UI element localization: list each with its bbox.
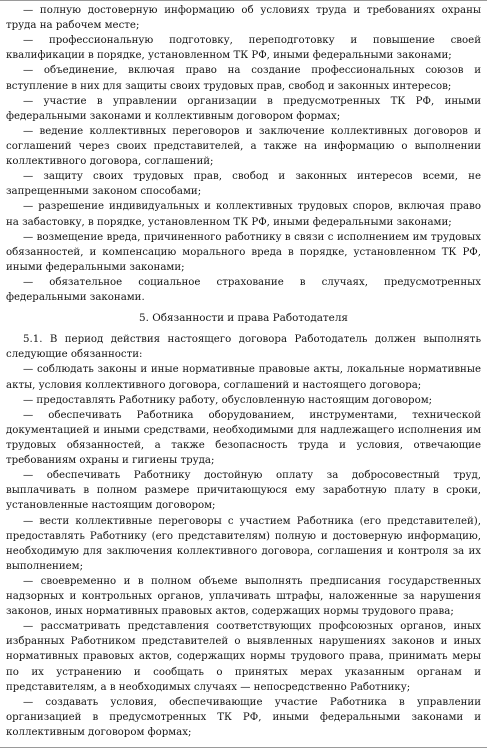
list-item: — своевременно и в полном объеме выполнять предписания государственных надзорных и контрольных органов, уплачивать штрафы, наложенные за нарушения законов, иных нормативных правовых актов, содержащих нормы трудового права; (6, 575, 481, 618)
list-item: — обязательное социальное страхование в случаях, предусмотренных федеральными законами. (6, 276, 481, 304)
list-item: — соблюдать законы и иные нормативные правовые акты, локальные нормативные акты, условия коллективного договора, соглашений и настоящего договора; (6, 364, 481, 391)
list-item: — полную достоверную информацию об условиях труда и требованиях охраны труда на рабочем месте; (6, 5, 481, 32)
list-item: — защиту своих трудовых прав, свобод и законных интересов всеми, не запрещенными законом способами; (6, 171, 481, 198)
list-item: — объединение, включая право на создание профессиональных союзов и вступление в них для защиты своих трудовых прав, свобод и законных интересов; (6, 65, 481, 92)
list-item: — разрешение индивидуальных и коллективных трудовых споров, включая право на забастовку, в порядке, установленном ТК РФ, иными федеральными законами; (6, 201, 481, 228)
list-item: — рассматривать представления соответствующих профсоюзных органов, иных избранных Работником представителей о выявленных нарушениях законов и иных нормативных правовых актов, содержащих нормы трудового права, принимать меры по их устранению и сообщать о принятых мерах указанным органам и представителям, а в необходимых случаях — непосредственно Работнику; (6, 621, 481, 693)
section-intro: 5.1. В период действия настоящего договора Работодатель должен выполнять следующие обязанности: (6, 334, 481, 361)
list-item: — обеспечивать Работника оборудованием, инструментами, технической документацией и иными средствами, необходимыми для надлежащего исполнения им трудовых обязанностей, а также безопасность труда и условия, отвечающие требованиям охраны и гигиены труда; (6, 409, 481, 467)
list-item: — создавать условия, обеспечивающие участие Работника в управлении организацией в предусмотренных ТК РФ, иными федеральными законами и коллективным договором формах; (6, 696, 481, 739)
list-item: — вести коллективные переговоры с участием Работника (его представителей), предоставлять Работнику (его представителям) полную и достоверную информацию, необходимую для заключения коллективного договора, соглашения и контроля за их выполнением; (6, 515, 481, 572)
section-heading: 5. Обязанности и права Работодателя (138, 312, 348, 325)
list-item: — возмещение вреда, причиненного работнику в связи с исполнением им трудовых обязанностей, и компенсацию морального вреда в порядке, установленном ТК РФ, иными федеральными законами; (6, 231, 481, 273)
list-item: — предоставлять Работнику работу, обусловленную настоящим договором; (23, 394, 433, 406)
top-border (0, 0, 487, 1)
list-item: — ведение коллективных переговоров и заключение коллективных договоров и соглашений через своих представителей, а также на информацию о выполнении коллективного договора, соглашений; (6, 125, 481, 168)
list-item: — профессиональную подготовку, переподготовку и повышение своей квалификации в порядке, установленном ТК РФ, иными федеральными законами; (6, 35, 481, 62)
list-item: — обеспечивать Работнику достойную оплату за добросовестный труд, выплачивать в полном размере причитающуюся ему заработную плату в сроки, установленные настоящим договором; (6, 470, 481, 512)
list-item: — участие в управлении организации в предусмотренных ТК РФ, иными федеральными законами и коллективным договором формах; (6, 95, 481, 122)
